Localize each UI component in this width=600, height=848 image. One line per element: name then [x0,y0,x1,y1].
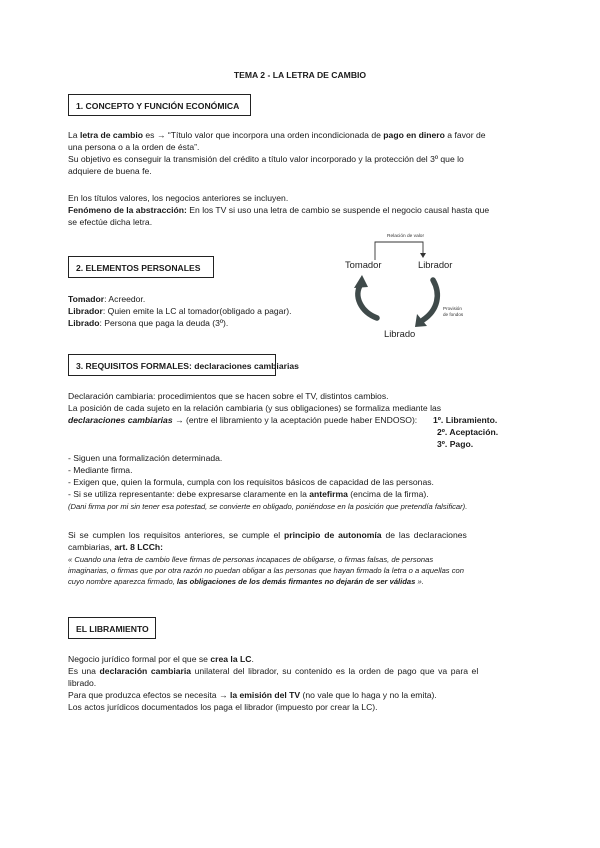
bold-term: Fenómeno de la abstracción: [68,205,187,215]
paragraph-posicion-line2 [68,415,417,426]
text: a favor de [444,130,486,140]
relacion-de-valor-label: Relación de valor [387,234,425,239]
paragraph-objective-line1: Su objetivo es conseguir la transmisión del crédito a título valor incorporado y la protección del 3º que lo [68,154,464,164]
page-title: TEMA 2 - LA LETRA DE CAMBIO [233,70,367,80]
list-libramiento: 1º. Libramiento. [433,415,498,425]
paragraph-actos-juridicos: Los actos jurídicos documentados los paga el librador (impuesto por crear la LC). [68,702,378,712]
text: - Si se utiliza representante: debe expresarse claramente en la [68,489,310,499]
list-item-tomador [68,294,145,305]
paragraph-definition-line1 [68,130,486,141]
bold-term: pago en dinero [383,130,445,140]
quote-art8-line1: « Cuando una letra de cambio lleve firmas de personas incapaces de obligarse, o firmas falsas, de personas [68,555,434,564]
text: Negocio jurídico formal por el que se [68,654,211,664]
quote-art8-line3 [68,577,424,587]
text: Para que produzca efectos se necesita → [68,690,230,700]
text: Si se cumplen los requisitos anteriores, se cumple el [68,530,285,540]
paragraph-titulos-valores: En los títulos valores, los negocios anteriores se incluyen. [68,193,289,203]
text: 3. REQUISITOS FORMALES: [76,361,195,371]
bold-term: antefirma [309,489,348,499]
quote-art8-line2: imaginarias, o firmas que por otra razón no puedan obligar a las personas que hayan firmado la letra o a aquellas con [68,566,464,575]
list-item-librador [68,306,292,317]
section-heading-elementos: 2. ELEMENTOS PERSONALES [68,256,214,278]
bullet-capacidad: - Exigen que, quien la formula, cumpla con los requisitos básicos de capacidad de las personas. [68,477,434,487]
arrow-head-icon [420,253,426,258]
bold-term: declaración cambiaria [99,666,192,676]
bold-italic-term: las obligaciones de los demás firmantes no dejarán de ser válidas [176,577,416,586]
text: . [251,654,254,664]
text: (encima de la firma). [347,489,429,499]
paragraph-posicion-line1: La posición de cada sujeto en la relación cambiaria (y sus obligaciones) se formaliza mediante las [68,403,442,413]
paragraph-declaracion: Declaración cambiaria: procedimientos que se hacen sobre el TV, distintos cambios. [68,391,389,401]
text: es → “Título valor que incorpora una orden incondicionada de [143,130,384,140]
diagram-librador: Librador [418,259,453,270]
bold-term: art. 8 LCCh: [114,542,164,552]
text: La [68,130,80,140]
text: : Persona que paga la deuda (3º). [99,318,229,328]
bold-term: principio de autonomía [284,530,382,540]
bold-term: crea la LC [210,654,252,664]
text: declaraciones cambiarias [194,361,299,371]
note-dani-firma: (Dani firma por mi sin tener esa potestad, se convierte en obligado, poniéndose en la posición que pretendía falsificar). [68,502,468,511]
provision-arrow-icon [423,280,437,320]
bold-italic-term: declaraciones cambiarias → [68,415,184,425]
bullet-representante [68,489,429,500]
text: cambiarias, [68,542,115,552]
paragraph-definition-line2: una persona o a la orden de ésta”. [68,142,200,152]
text: Es una [68,666,100,676]
bold-term: Librador [68,306,103,316]
bullet-formalizacion: - Siguen una formalización determinada. [68,453,223,463]
paragraph-declaracion-unilateral-line2: librado. [68,678,97,688]
paragraph-abstraccion-line1 [68,205,489,216]
diagram-librado: Librado [384,328,416,339]
bold-term: letra de cambio [79,130,143,140]
payment-arrow-icon [358,284,377,318]
text: (no vale que lo haga y no la emita). [300,690,437,700]
diagram-tomador: Tomador [345,259,382,270]
section-heading-concepto: 1. CONCEPTO Y FUNCIÓN ECONÓMICA [68,94,251,116]
paragraph-declaracion-unilateral-line1 [68,666,478,677]
text: de las declaraciones [381,530,467,540]
text: : Quien emite la LC al tomador(obligado a pagar). [102,306,292,316]
paragraph-negocio-juridico [68,654,254,665]
relacion-bracket [375,242,423,260]
cambiaria-relationship-diagram [335,228,475,340]
text: unilateral del librador, su contenido es la orden de pago que va para el [191,666,479,676]
section-heading-requisitos [68,354,299,376]
bullet-firma: - Mediante firma. [68,465,133,475]
provision-label-line2: de fondos [443,312,464,317]
text: En los TV si uso una letra de cambio se suspende el negocio causal hasta que [186,205,490,215]
bold-term: Tomador [68,294,105,304]
bold-term: la emisión del TV [229,690,301,700]
provision-label-line1: Provisión [443,306,462,311]
paragraph-emision [68,690,437,701]
paragraph-objective-line2: adquiere de buena fe. [68,166,152,176]
list-item-librado [68,318,228,329]
paragraph-abstraccion-line2: se efectúe dicha letra. [68,217,153,227]
text: cuyo nombre aparezca firmado, [68,577,177,586]
list-aceptacion: 2º. Aceptación. [437,427,499,437]
text: ». [415,577,424,586]
list-pago: 3º. Pago. [437,439,474,449]
paragraph-autonomia-line2 [68,542,163,553]
bold-term: Librado [68,318,100,328]
paragraph-autonomia-line1 [68,530,467,541]
section-heading-libramiento: EL LIBRAMIENTO [68,617,156,639]
arrow-head-icon [354,275,368,288]
text: (entre el libramiento y la aceptación puede haber ENDOSO): [183,415,418,425]
text: : Acreedor. [104,294,146,304]
